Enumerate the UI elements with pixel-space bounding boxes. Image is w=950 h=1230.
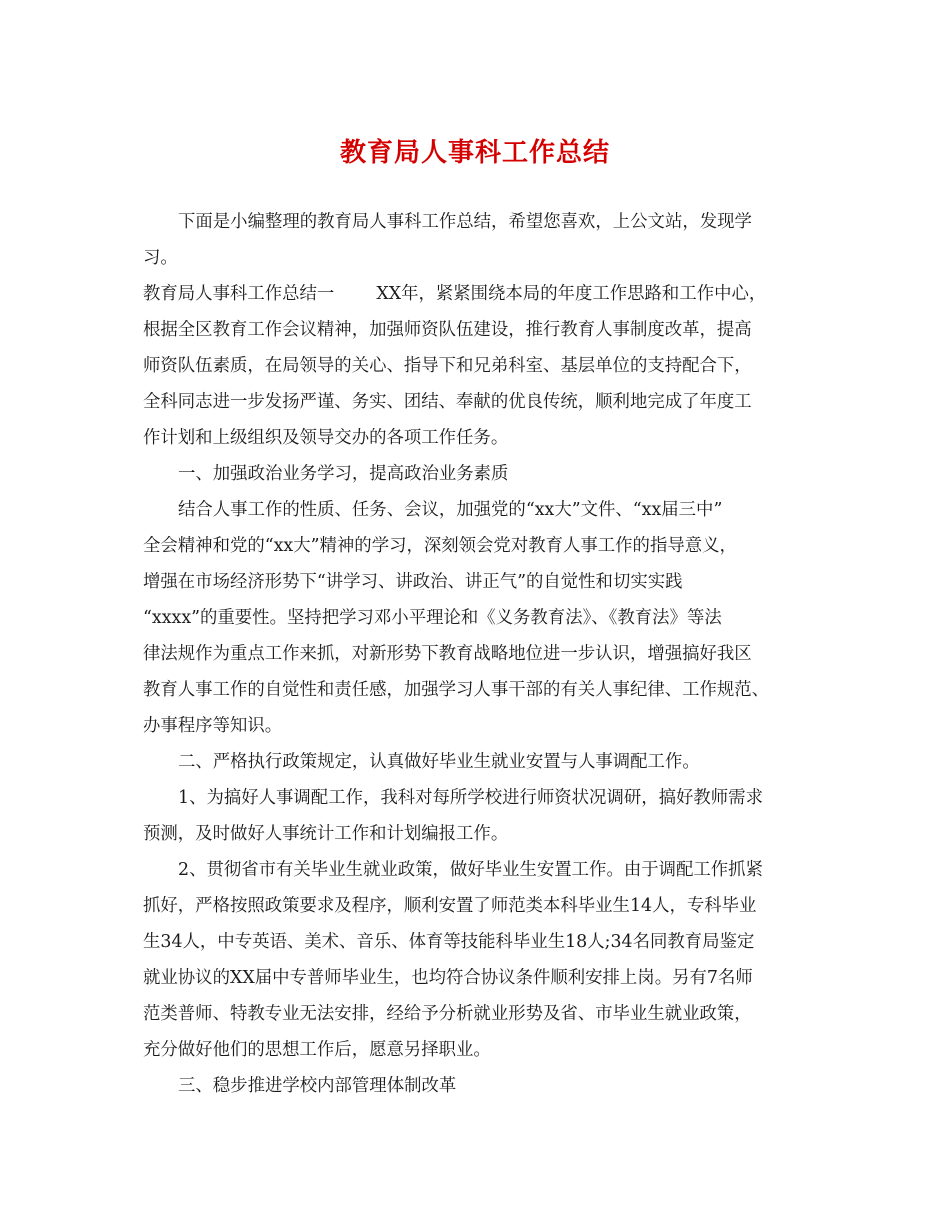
body-line: 下面是小编整理的教育局人事科工作总结，希望您喜欢，上公文站，发现学 xyxy=(178,212,752,232)
body-line: 结合人事工作的性质、任务、会议，加强党的“xx大”文件、“xx届三中” xyxy=(178,500,723,520)
body-line: 师资队伍素质，在局领导的关心、指导下和兄弟科室、基层单位的支持配合下， xyxy=(143,356,752,376)
body-line: 增强在市场经济形势下“讲学习、讲政治、讲正气”的自觉性和切实实践 xyxy=(143,572,683,592)
document-body xyxy=(143,204,811,1104)
body-line: 三、稳步推进学校内部管理体制改革 xyxy=(178,1076,457,1096)
body-line: 一、加强政治业务学习，提高政治业务素质 xyxy=(178,464,509,484)
body-line: 就业协议的XX届中专普师毕业生，也均符合协议条件顺利安排上岗。另有7名师 xyxy=(143,968,753,988)
document-title: 教育局人事科工作总结 xyxy=(339,138,610,168)
body-line: 预测，及时做好人事统计工作和计划编报工作。 xyxy=(143,824,509,844)
body-line: 充分做好他们的思想工作后，愿意另择职业。 xyxy=(143,1040,491,1060)
body-line: 全科同志进一步发扬严谨、务实、团结、奉献的优良传统，顺利地完成了年度工 xyxy=(143,392,752,412)
body-line: 全会精神和党的“xx大”精神的学习，深刻领会党对教育人事工作的指导意义， xyxy=(143,536,737,556)
body-line: 生34人，中专英语、美术、音乐、体育等技能科毕业生18人;34名同教育局鉴定 xyxy=(143,932,755,952)
body-line-text: XX年，紧紧围绕本局的年度工作思路和工作中心， xyxy=(376,284,767,304)
body-line: 1、为搞好人事调配工作，我科对每所学校进行师资状况调研，搞好教师需求 xyxy=(178,788,763,808)
body-line: 抓好，严格按照政策要求及程序，顺利安置了师范类本科毕业生14人，专科毕业 xyxy=(143,896,757,916)
section-heading-inline: 教育局人事科工作总结一 xyxy=(143,284,335,304)
body-line: 律法规作为重点工作来抓，对新形势下教育战略地位进一步认识，增强搞好我区 xyxy=(143,644,752,664)
body-line: 教育人事工作的自觉性和责任感，加强学习人事干部的有关人事纪律、工作规范、 xyxy=(143,680,770,700)
body-line: 范类普师、特教专业无法安排，经给予分析就业形势及省、市毕业生就业政策， xyxy=(143,1004,752,1024)
body-line: 二、严格执行政策规定，认真做好毕业生就业安置与人事调配工作。 xyxy=(178,752,700,772)
body-line: 作计划和上级组织及领导交办的各项工作任务。 xyxy=(143,428,509,448)
body-line xyxy=(143,276,811,312)
body-line: 2、贯彻省市有关毕业生就业政策，做好毕业生安置工作。由于调配工作抓紧 xyxy=(178,860,763,880)
body-line: 习。 xyxy=(143,248,178,268)
body-line: 办事程序等知识。 xyxy=(143,716,283,736)
body-line: “xxxx”的重要性。坚持把学习邓小平理论和《义务教育法》、《教育法》等法 xyxy=(143,608,722,628)
body-line: 根据全区教育工作会议精神，加强师资队伍建设，推行教育人事制度改革，提高 xyxy=(143,320,752,340)
